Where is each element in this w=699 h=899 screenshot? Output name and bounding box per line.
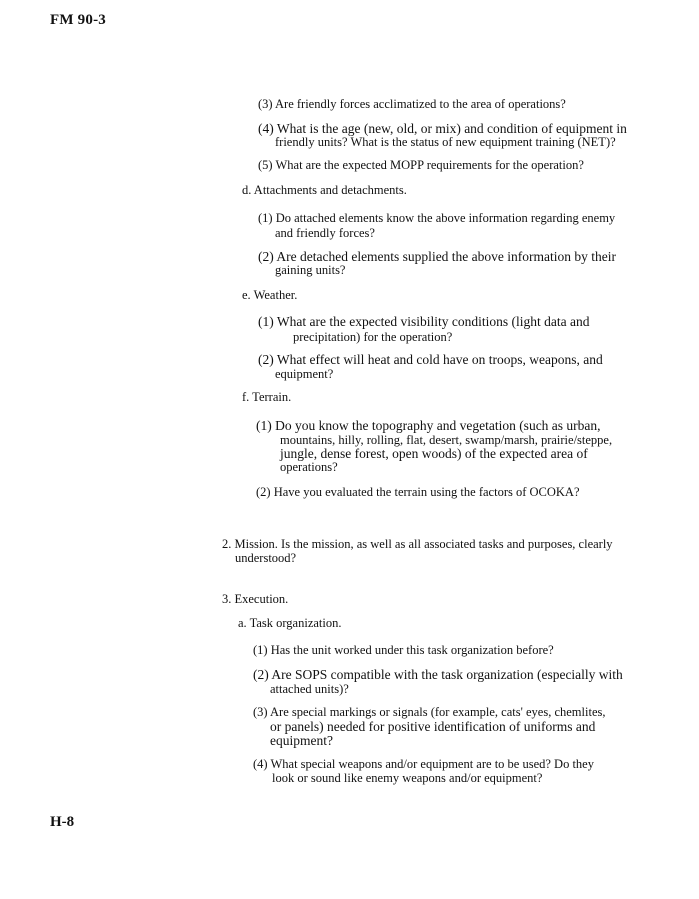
manual-id-header: FM 90-3 <box>50 12 106 28</box>
terrain-q1-line3: jungle, dense forest, open woods) of the expected area of <box>280 446 588 461</box>
page-number-footer: H-8 <box>50 814 75 830</box>
execution-q1: (1) Has the unit worked under this task organization before? <box>253 643 554 657</box>
execution-q4-line1: (4) What special weapons and/or equipment are to be used? Do they <box>253 757 594 771</box>
terrain-q1-line4: operations? <box>280 460 338 474</box>
mission-line2: understood? <box>235 551 297 565</box>
terrain-q1-line2: mountains, hilly, rolling, flat, desert, swamp/marsh, prairie/steppe, <box>280 433 613 447</box>
execution-q3-line1: (3) Are special markings or signals (for example, cats' eyes, chemlites, <box>253 705 606 719</box>
weather-q2-line1: (2) What effect will heat and cold have on troops, weapons, and <box>258 352 603 367</box>
execution-heading: 3. Execution. <box>222 592 289 606</box>
weather-q1-line1: (1) What are the expected visibility conditions (light data and <box>258 314 590 329</box>
terrain-q1-line1: (1) Do you know the topography and vegetation (such as urban, <box>256 418 601 433</box>
weather-heading: e. Weather. <box>242 288 298 302</box>
attachments-heading: d. Attachments and detachments. <box>242 183 407 197</box>
mission-line1: 2. Mission. Is the mission, as well as all associated tasks and purposes, clearly <box>222 537 613 551</box>
weather-q1-line2: precipitation) for the operation? <box>293 330 453 344</box>
attachments-q2-line1: (2) Are detached elements supplied the above information by their <box>258 249 617 264</box>
execution-q4-line2: look or sound like enemy weapons and/or equipment? <box>272 771 543 785</box>
terrain-heading: f. Terrain. <box>242 390 292 404</box>
execution-q2-line1: (2) Are SOPS compatible with the task organization (especially with <box>253 667 623 682</box>
attachments-q1-line1: (1) Do attached elements know the above information regarding enemy <box>258 211 616 225</box>
weather-q2-line2: equipment? <box>275 367 334 381</box>
terrain-q2: (2) Have you evaluated the terrain using the factors of OCOKA? <box>256 485 580 499</box>
attachments-q1-line2: and friendly forces? <box>275 226 375 240</box>
execution-q3-line3: equipment? <box>270 733 333 748</box>
friendly-q3: (3) Are friendly forces acclimatized to the area of operations? <box>258 97 566 111</box>
execution-q3-line2: or panels) needed for positive identification of uniforms and <box>270 719 596 734</box>
friendly-q5: (5) What are the expected MOPP requirements for the operation? <box>258 158 584 172</box>
friendly-q4-line1: (4) What is the age (new, old, or mix) and condition of equipment in <box>258 121 627 136</box>
attachments-q2-line2: gaining units? <box>275 263 346 277</box>
friendly-q4-line2: friendly units? What is the status of new equipment training (NET)? <box>275 135 616 149</box>
execution-subheading: a. Task organization. <box>238 616 342 630</box>
execution-q2-line2: attached units)? <box>270 682 349 696</box>
